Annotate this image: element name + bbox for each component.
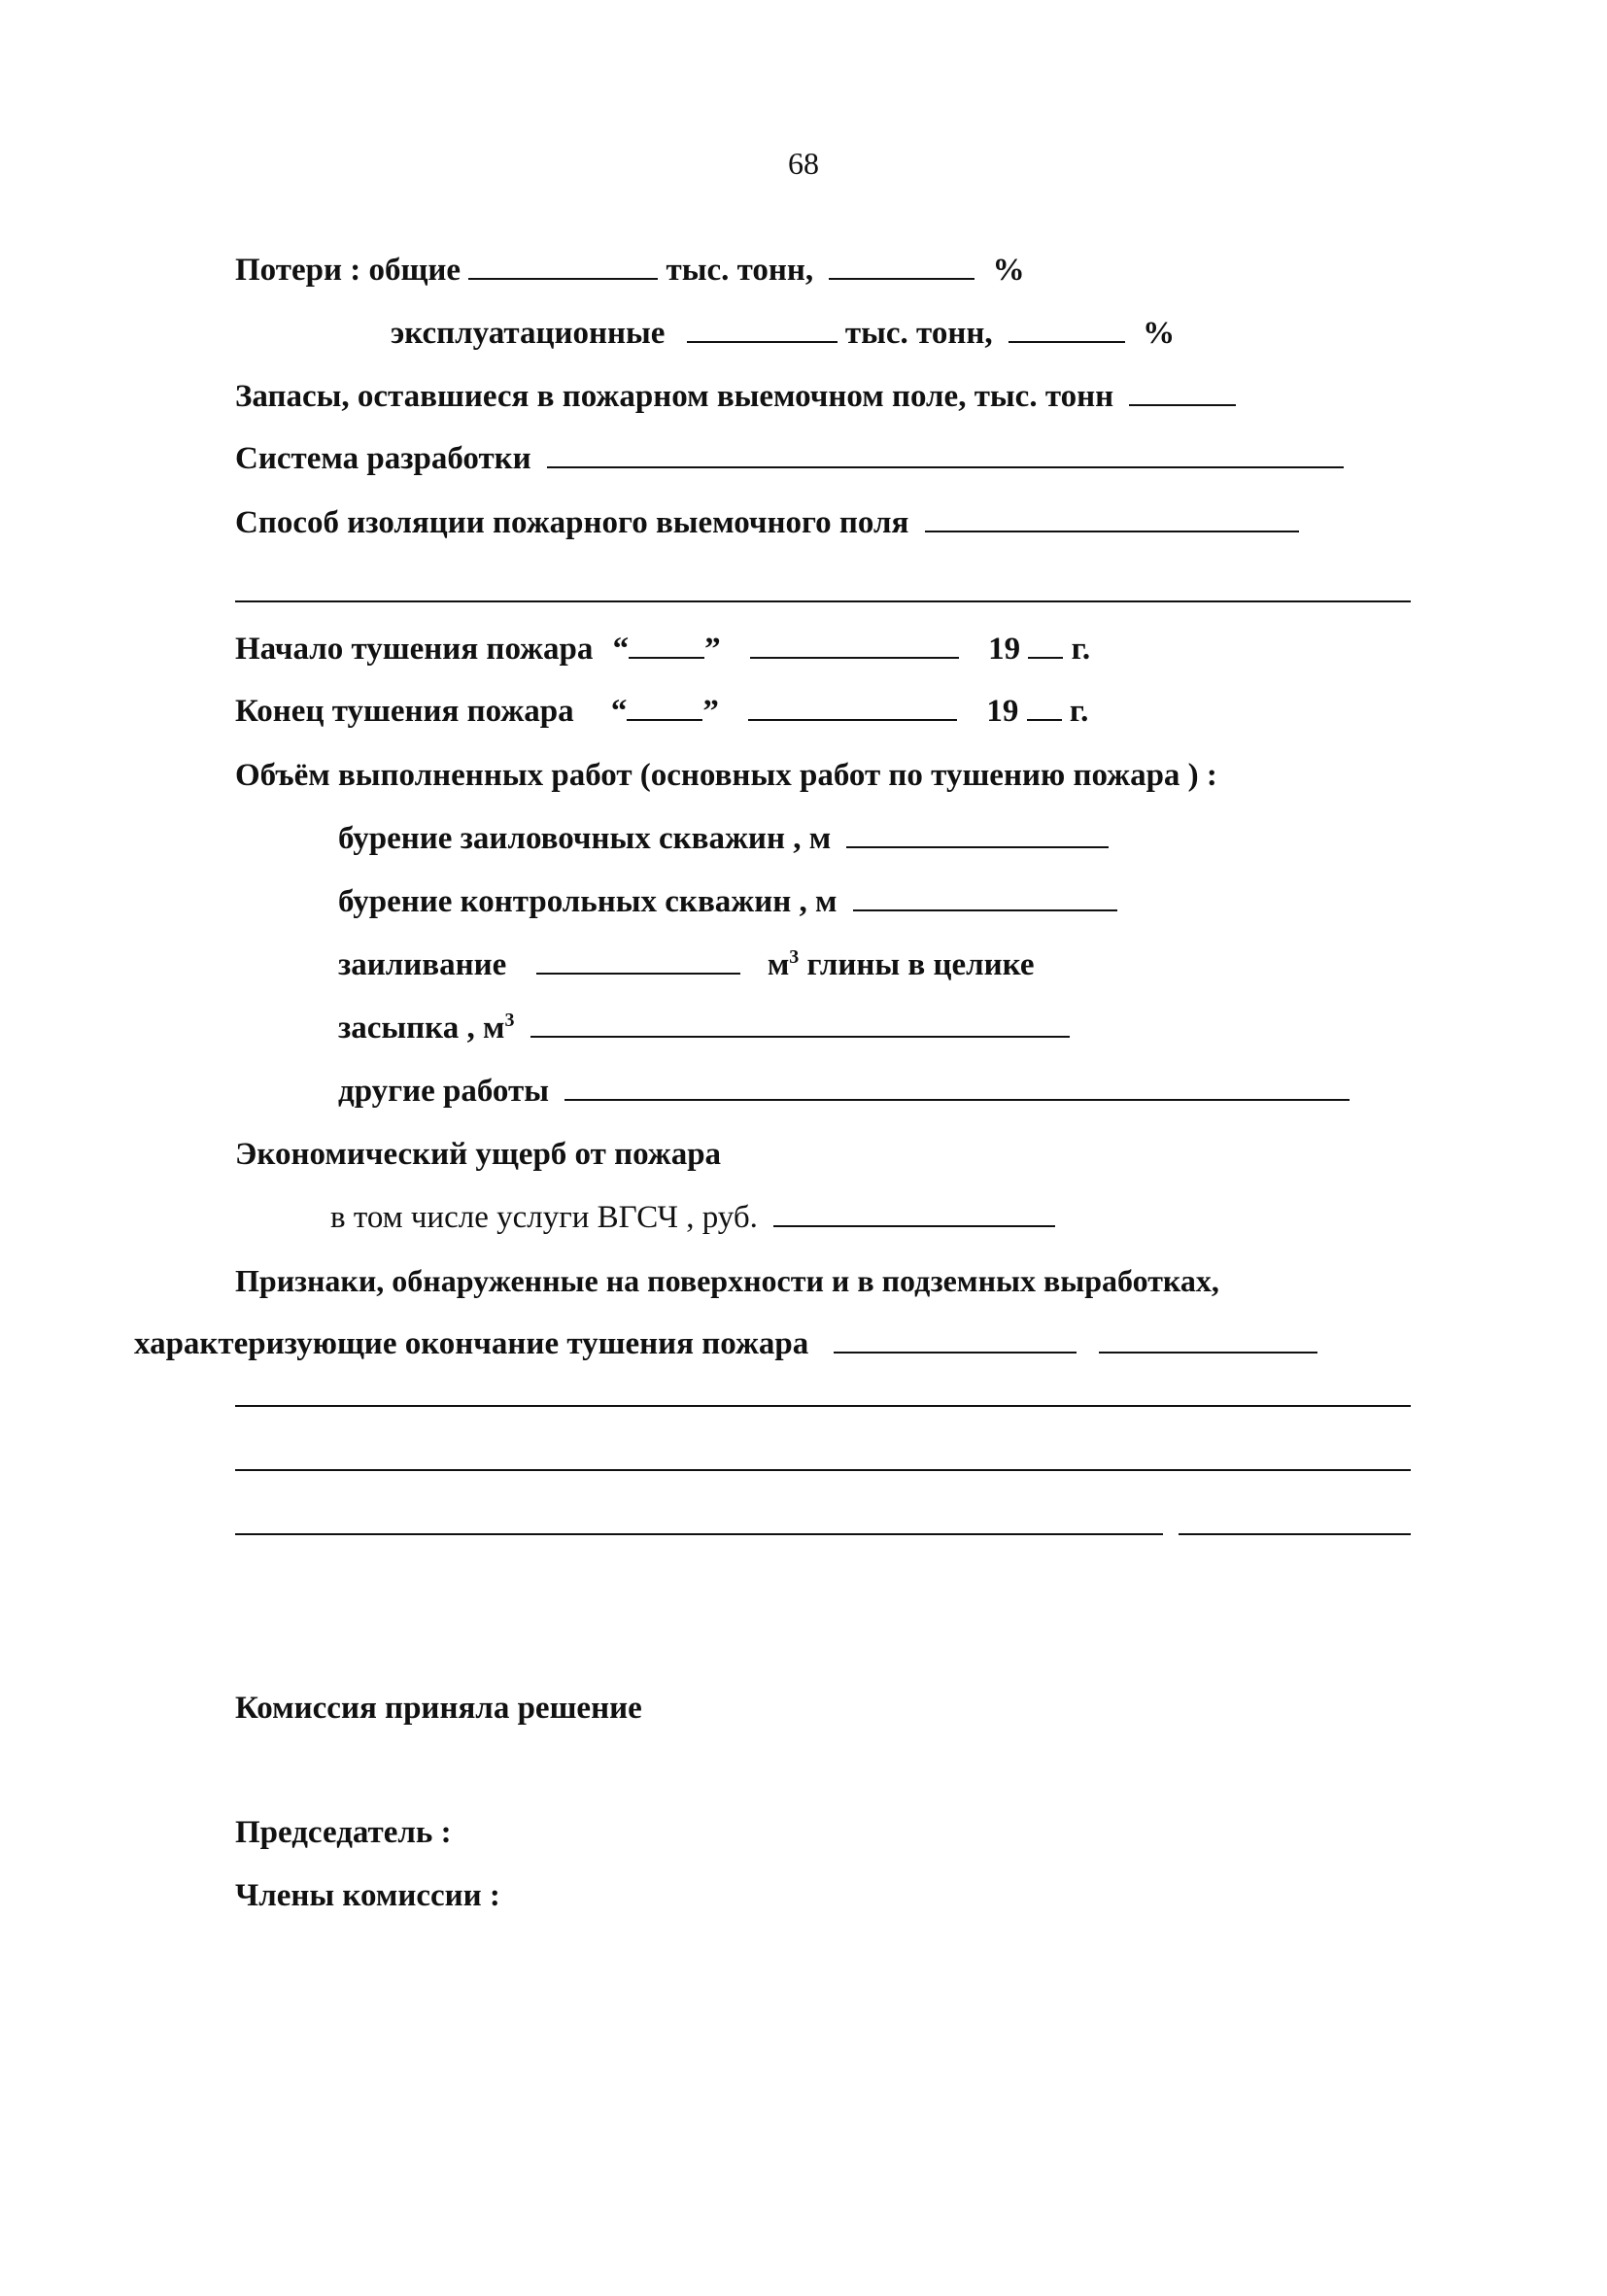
- losses-operational-label: эксплуатационные: [391, 316, 666, 351]
- fire-start-year-field[interactable]: [1028, 632, 1063, 659]
- losses-label: Потери :: [235, 253, 361, 288]
- fire-start-month-field[interactable]: [750, 632, 959, 659]
- fire-start-close-quote: ”: [704, 632, 721, 667]
- fire-end-month-field[interactable]: [748, 694, 957, 721]
- signs-field-b[interactable]: [1099, 1326, 1317, 1354]
- fire-start-day-field[interactable]: [629, 632, 704, 659]
- losses-operational-percent-field[interactable]: [1009, 316, 1125, 343]
- silting-wells-row: [338, 819, 1109, 858]
- reserves-label: Запасы, оставшиеся в пожарном выемочном поле, тыс. тонн: [235, 379, 1114, 414]
- losses-operational-row: [391, 314, 1175, 353]
- economic-damage-label: Экономический ущерб от пожара: [235, 1137, 722, 1172]
- silting-wells-label: бурение заиловочных скважин , м: [338, 821, 832, 856]
- mining-system-field[interactable]: [547, 441, 1344, 468]
- silting-unit-sup: 3: [789, 946, 800, 968]
- backfill-unit-sup: 3: [504, 1010, 515, 1031]
- isolation-method-continuation-line[interactable]: [235, 600, 1411, 602]
- losses-total-row: [235, 251, 1025, 290]
- losses-operational-percent-sign: %: [1143, 316, 1176, 351]
- backfill-label: засыпка , м: [338, 1011, 505, 1045]
- signs-line-2: характеризующие окончание тушения пожара: [134, 1326, 809, 1361]
- losses-operational-tons-field[interactable]: [687, 316, 838, 343]
- silting-unit-suffix: глины в целике: [806, 947, 1035, 982]
- vgsch-services-label: в том числе услуги ВГСЧ , руб.: [330, 1200, 758, 1235]
- fire-end-label: Конец тушения пожара: [235, 694, 574, 729]
- members-label: Члены комиссии :: [235, 1878, 500, 1913]
- losses-total-tons-field[interactable]: [468, 253, 658, 280]
- fire-end-year-field[interactable]: [1027, 694, 1062, 721]
- backfill-field[interactable]: [530, 1011, 1070, 1038]
- chairman-label: Председатель :: [235, 1815, 452, 1850]
- reserves-field[interactable]: [1129, 379, 1236, 406]
- losses-total-percent-sign: %: [992, 253, 1025, 288]
- signs-continuation-line-2[interactable]: [235, 1469, 1411, 1471]
- silting-label: заиливание: [338, 947, 507, 982]
- backfill-row: [338, 1009, 1070, 1047]
- fire-start-open-quote: “: [612, 632, 630, 667]
- losses-total-label: общие: [368, 253, 461, 288]
- other-works-label: другие работы: [338, 1074, 549, 1109]
- signs-continuation-line-1[interactable]: [235, 1405, 1411, 1407]
- vgsch-services-row: [330, 1198, 1055, 1237]
- fire-start-label: Начало тушения пожара: [235, 632, 594, 667]
- commission-decision: Комиссия приняла решение: [235, 1691, 642, 1726]
- fire-start-row: [235, 630, 1090, 668]
- silting-wells-field[interactable]: [846, 821, 1109, 848]
- page-number: 68: [788, 146, 819, 181]
- control-wells-label: бурение контрольных скважин , м: [338, 884, 838, 919]
- fire-end-year-suffix: г.: [1069, 694, 1089, 729]
- reserves-row: [235, 377, 1236, 416]
- fire-start-year-suffix: г.: [1071, 632, 1091, 667]
- vgsch-services-field[interactable]: [773, 1200, 1055, 1227]
- isolation-method-label: Способ изоляции пожарного выемочного поля: [235, 505, 909, 540]
- losses-operational-unit: тыс. тонн,: [844, 316, 993, 351]
- isolation-method-field[interactable]: [925, 505, 1299, 532]
- other-works-field[interactable]: [564, 1074, 1350, 1101]
- silting-field[interactable]: [536, 947, 740, 975]
- fire-end-year-prefix: 19: [986, 694, 1019, 729]
- work-volume-heading: Объём выполненных работ (основных работ по тушению пожара ) :: [235, 758, 1217, 793]
- fire-end-day-field[interactable]: [627, 694, 702, 721]
- losses-total-percent-field[interactable]: [829, 253, 974, 280]
- mining-system-row: [235, 439, 1344, 478]
- isolation-method-row: [235, 503, 1299, 542]
- control-wells-field[interactable]: [853, 884, 1117, 911]
- mining-system-label: Система разработки: [235, 441, 531, 476]
- silting-row: [338, 945, 1035, 984]
- other-works-row: [338, 1072, 1350, 1111]
- fire-end-open-quote: “: [610, 694, 628, 729]
- signs-continuation-line-3b[interactable]: [1179, 1533, 1411, 1535]
- losses-total-unit: тыс. тонн,: [666, 253, 814, 288]
- fire-end-close-quote: ”: [702, 694, 719, 729]
- signs-line-1: Признаки, обнаруженные на поверхности и в подземных выработках,: [235, 1263, 1219, 1298]
- signs-field-a[interactable]: [834, 1326, 1077, 1354]
- silting-unit-prefix: м: [767, 947, 790, 982]
- signs-row-2: [134, 1324, 1317, 1363]
- control-wells-row: [338, 882, 1117, 921]
- fire-end-row: [235, 692, 1088, 731]
- signs-continuation-line-3a[interactable]: [235, 1533, 1163, 1535]
- fire-start-year-prefix: 19: [988, 632, 1021, 667]
